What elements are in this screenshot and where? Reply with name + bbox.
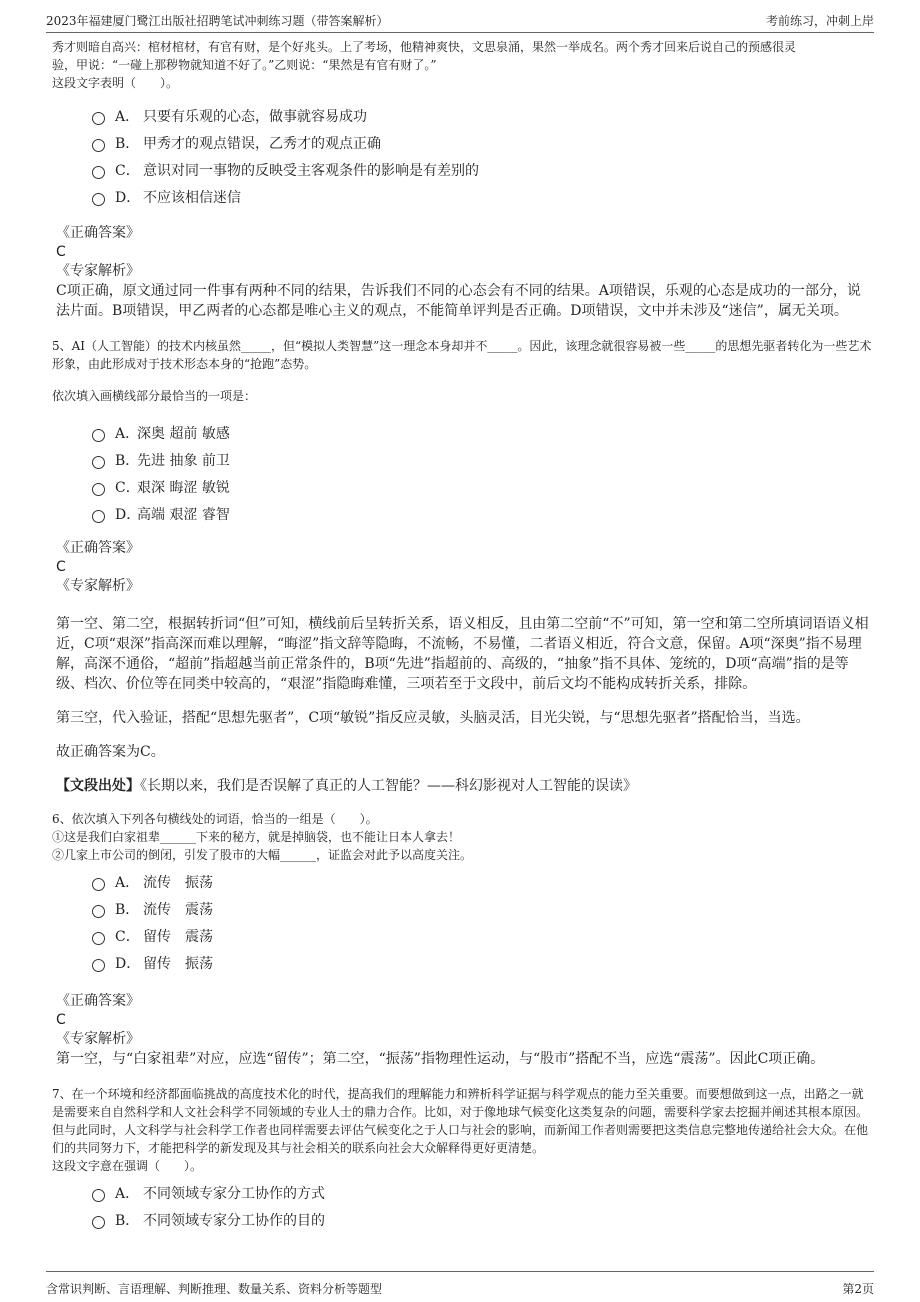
option-letter: A． — [115, 874, 140, 891]
option-b[interactable] — [92, 446, 872, 473]
analysis-label: 《专家解析》 — [56, 578, 140, 594]
option-a[interactable] — [92, 868, 872, 895]
question-stem: 秀才则暗自高兴：棺材棺材，有官有财，是个好兆头。上了考场，他精神爽快，文思泉涌，果然一举成名。两个秀才回来后说自己的预感很灵 — [52, 40, 797, 54]
question-5 — [52, 337, 872, 796]
question-stem: 7、在一个环境和经济都面临挑战的高度技术化的时代，提高我们的理解能力和辨析科学证据与科学观点的能力至关重要。而要想做到这一点，出路之一就是需要来自自然科学和人文社会科学不同领域的专业人士的鼎力合作。比如，对于像地球气候变化这类复杂的问题，需要科学家去挖掘并阐述其根本原因。但与此同时，人文科学与社会科学工作者也同样需要去评估气候变化之于人口与社会的影响，而新闻工作者则需要把这类信息完整地传递给社会大众。在他们的共同努力下，才能把科学的新发现及其与社会相关的联系向社会大众解释得更好更清楚。 — [52, 1087, 869, 1155]
source-label: 【文段出处】 — [56, 778, 140, 794]
option-c[interactable] — [92, 156, 872, 183]
radio-icon[interactable] — [92, 959, 105, 972]
option-text: 流传 震荡 — [143, 901, 213, 918]
analysis-text: C项正确，原文通过同一件事有两种不同的结果，告诉我们不同的心态会有不同的结果。A项错误，乐观的心态是成功的一部分，说法片面。B项错误，甲乙两者的心态都是唯心主义的观点，不能简单评判是否正确。D项错误，文中并未涉及“迷信”，属无关项。 — [56, 283, 861, 319]
question-stem: 验，甲说：“一碰上那秽物就知道不好了。”乙则说：“果然是有官有财了。” — [52, 58, 437, 72]
page-header — [46, 10, 874, 33]
answer-label: 《正确答案》 — [56, 225, 140, 241]
option-text: 深奥 超前 敏感 — [137, 425, 230, 442]
radio-icon[interactable] — [92, 510, 105, 523]
option-text: 甲秀才的观点错误，乙秀才的观点正确 — [143, 135, 381, 152]
option-text: 艰深 晦涩 敏锐 — [137, 479, 230, 496]
radio-icon[interactable] — [92, 1189, 105, 1202]
option-text: 意识对同一事物的反映受主客观条件的影响是有差别的 — [143, 162, 479, 179]
radio-icon[interactable] — [92, 193, 105, 206]
radio-icon[interactable] — [92, 139, 105, 152]
radio-icon[interactable] — [92, 456, 105, 469]
option-text: 不同领域专家分工协作的方式 — [143, 1185, 325, 1202]
options-list — [92, 419, 872, 527]
answer-label: 《正确答案》 — [56, 993, 140, 1009]
question-prompt: 这段文字表明（ ）。 — [52, 76, 179, 90]
option-b[interactable] — [92, 1206, 872, 1233]
question-7 — [52, 1085, 872, 1233]
question-sentence-2: ②几家上市公司的倒闭，引发了股市的大幅______，证监会对此予以高度关注。 — [52, 848, 473, 862]
radio-icon[interactable] — [92, 112, 105, 125]
option-letter: A． — [115, 425, 140, 442]
option-letter: C． — [115, 162, 140, 179]
option-c[interactable] — [92, 922, 872, 949]
answer-section — [52, 539, 872, 796]
option-text: 留传 震荡 — [143, 928, 213, 945]
option-letter: B． — [115, 901, 140, 918]
question-stem: 5、AI（人工智能）的技术内核虽然_____，但“模拟人类智慧”这一理念本身却并不_____。因此，该理念就很容易被一些_____的思想先驱者转化为一些艺术形象，由此形成对于技术形态本身的“抢跑”态势。 — [52, 339, 872, 371]
radio-icon[interactable] — [92, 429, 105, 442]
source-citation — [56, 776, 872, 796]
option-letter: C． — [115, 479, 140, 496]
options-list — [92, 102, 872, 210]
option-letter: D． — [115, 955, 141, 972]
option-letter: B． — [115, 1212, 140, 1229]
option-text: 留传 振荡 — [143, 955, 213, 972]
option-text: 只要有乐观的心态，做事就容易成功 — [143, 108, 367, 125]
option-b[interactable] — [92, 129, 872, 156]
option-c[interactable] — [92, 473, 872, 500]
page-footer — [46, 1271, 874, 1302]
header-slogan: 考前练习，冲刺上岸 — [765, 14, 874, 28]
radio-icon[interactable] — [92, 905, 105, 918]
options-list — [92, 868, 872, 976]
option-b[interactable] — [92, 895, 872, 922]
option-text: 高端 艰涩 睿智 — [137, 506, 230, 523]
analysis-label: 《专家解析》 — [56, 263, 140, 279]
question-prompt: 这段文字意在强调（ ）。 — [52, 1159, 203, 1173]
option-text: 不应该相信迷信 — [143, 189, 241, 206]
analysis-paragraph: 第三空，代入验证，搭配“思想先驱者”，C项“敏锐”指反应灵敏，头脑灵活，目光尖锐，与“思想先驱者”搭配恰当，当选。 — [56, 710, 810, 726]
option-letter: D． — [115, 189, 141, 206]
analysis-text: 第一空，与“白家祖辈”对应，应选“留传”；第二空，“振荡”指物理性运动，与“股市”搭配不当，应选“震荡”。因此C项正确。 — [56, 1051, 825, 1067]
option-letter: A． — [115, 1185, 140, 1202]
option-a[interactable] — [92, 102, 872, 129]
option-letter: B． — [115, 452, 140, 469]
question-sentence-1: ①这是我们白家祖辈______下来的秘方，就是掉脑袋，也不能让日本人拿去！ — [52, 830, 461, 844]
question-4 — [52, 38, 872, 321]
source-text: 《长期以来，我们是否误解了真正的人工智能？——科幻影视对人工智能的误读》 — [140, 778, 637, 794]
answer-value: C — [56, 559, 66, 575]
options-list — [92, 1179, 872, 1233]
option-letter: A． — [115, 108, 140, 125]
option-d[interactable] — [92, 183, 872, 210]
option-letter: C． — [115, 928, 140, 945]
answer-value: C — [56, 1012, 66, 1028]
analysis-paragraph: 故正确答案为C。 — [56, 744, 165, 760]
analysis-paragraph: 第一空、第二空，根据转折词“但”可知，横线前后呈转折关系，语义相反，且由第二空前“不”可知，第一空和第二空所填词语语义相近，C项“艰深”指高深而难以理解，“晦涩”指文辞等隐晦，不流畅，不易懂，二者语义相近，符合文意，保留。A项“深奥”指不易理解，高深不通俗，“超前”指超越当前正常条件的，B项“先进”指超前的、高级的，“抽象”指不具体、笼统的，D项“高端”指的是等级、档次、价位等在同类中较高的，“艰涩”指隐晦难懂，三项若至于文段中，前后文均不能构成转折关系，排除。 — [56, 616, 869, 692]
option-letter: D． — [115, 506, 141, 523]
question-6 — [52, 810, 872, 1069]
radio-icon[interactable] — [92, 1216, 105, 1229]
option-text: 不同领域专家分工协作的目的 — [143, 1212, 325, 1229]
radio-icon[interactable] — [92, 483, 105, 496]
answer-value: C — [56, 244, 66, 260]
answer-section — [52, 224, 872, 321]
footer-description: 含常识判断、言语理解、判断推理、数量关系、资料分析等题型 — [46, 1282, 383, 1296]
option-a[interactable] — [92, 419, 872, 446]
option-letter: B． — [115, 135, 140, 152]
analysis-label: 《专家解析》 — [56, 1031, 140, 1047]
page-content — [52, 38, 872, 1245]
option-text: 流传 振荡 — [143, 874, 213, 891]
option-d[interactable] — [92, 949, 872, 976]
radio-icon[interactable] — [92, 878, 105, 891]
option-text: 先进 抽象 前卫 — [137, 452, 230, 469]
option-a[interactable] — [92, 1179, 872, 1206]
answer-section — [52, 992, 872, 1069]
radio-icon[interactable] — [92, 166, 105, 179]
answer-label: 《正确答案》 — [56, 540, 140, 556]
question-prompt: 依次填入画横线部分最恰当的一项是： — [52, 389, 257, 403]
document-title: 2023年福建厦门鹭江出版社招聘笔试冲刺练习题（带答案解析） — [46, 14, 389, 28]
question-stem: 6、依次填入下列各句横线处的词语，恰当的一组是（ ）。 — [52, 812, 378, 826]
radio-icon[interactable] — [92, 932, 105, 945]
option-d[interactable] — [92, 500, 872, 527]
page-number: 第2页 — [842, 1282, 874, 1296]
